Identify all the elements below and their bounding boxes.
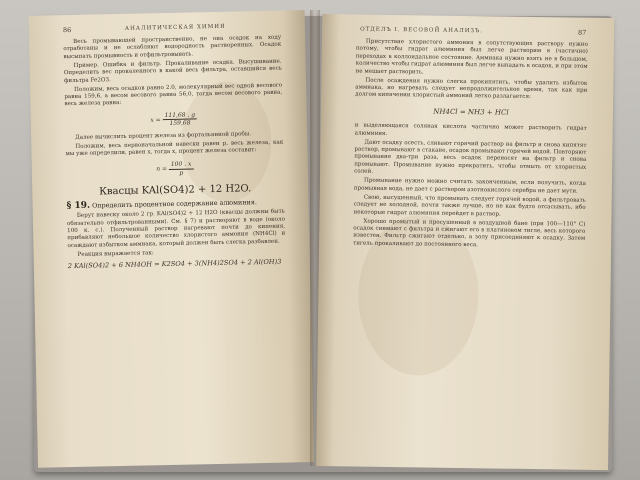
- fraction: [162, 111, 197, 128]
- paragraph: Пример. Ошибка и фильтр. Прокаливание осадка. Высушивание. Определить вес прокаленного в какой весь фильтра, оставшийся весь фильтра Fe2O3.: [63, 58, 282, 84]
- paragraph: Реакция выражается так:: [77, 250, 154, 258]
- paragraph: Положим, весь осадков равно 2.0, молекулярный вес одной весового равна 159,6, а весом весового равна 56,0, тогда весом весового равна, весь железа равна:: [64, 82, 283, 108]
- paragraph: Свою, высушенный, что промывать следует горячей водой, а фильтровать следует не холодной, почти также лучше, но не как будто отсасывать, ибо некоторые гидрат алюминия перейдет в раствор.: [353, 194, 586, 218]
- right-page: [316, 14, 614, 470]
- paragraph: Хорошо промытый и просушенный в воздушной бане (при 100—110° С) осадок снимают с фильтра и сжигают его в платиновом тигле, весь которого известен. Фильтр сжигают отдельно, а золу присоединяют к осадку. Затем тигель прокаливают до постоянного веса.: [353, 218, 586, 248]
- paragraph: и выделяющаяся соляная кислота частично может растворить гидрат алюминия.: [354, 122, 587, 137]
- formula-lhs: x =: [150, 116, 161, 124]
- formula-iron-percent: [66, 159, 284, 179]
- right-page-number: 87: [578, 28, 587, 37]
- paragraph: Берут навеску около 2 гр. KAl(SO4)2 + 12 H2O (квасцы должны быть обязательно отфильтрованными). См. § 7) и растворяют в воде (около 100 к. с.). Полученный раствор нагревают почти до кипения, прибавляют небольшое количество хлористого аммония (NH4Cl) и осаждают избытком аммиака, который должен быть слегка разбавлен.: [66, 208, 286, 249]
- right-page-body: [353, 39, 588, 253]
- reaction-equation: 2 KAl(SO4)2 + 6 NH4OH = K2SO4 + 3(NH4)2SO4 + 2 Al(OH)3: [67, 257, 282, 271]
- open-book: [34, 10, 612, 472]
- fraction-numerator: 111,68 . g: [162, 111, 197, 120]
- formula-iron-weight: [65, 109, 283, 129]
- fraction-denominator: 159,68: [169, 119, 191, 128]
- paragraph: Весь промывающей пространственно, не она осадок на ходу отработаны и не ослабляют водородность растворенных. Осадок высыпать промывность и отфильтровывать.: [63, 34, 282, 60]
- fraction-numerator: 100 . x: [169, 161, 194, 170]
- left-page: [29, 10, 314, 468]
- paragraph: Далее вычислить процент железа из фортальянной пробы.: [75, 130, 252, 141]
- paragraph-heading-text: Определить процентное содержание алюминия.: [92, 197, 257, 210]
- section-title-alum: Квасцы KAl(SO4)2 + 12 H2O.: [99, 183, 252, 198]
- paragraph: После осаждения нужно слегка прокипятить, чтобы удалить избыток аммиака, но нагревать следует непродолжительное время, так как при долгом кипячении хлористый аммоний легко разлагается:: [355, 77, 588, 101]
- formula-lhs: n =: [156, 165, 168, 174]
- left-page-number: 86: [62, 25, 72, 35]
- paragraph-number: § 19.: [66, 200, 91, 211]
- fraction-denominator: p: [179, 169, 184, 177]
- paragraph: Промывание нужно можно считать законченным, если получить, когда промывная вода, не дает с раствором азотнокислого серебра не дает мути.: [353, 177, 587, 195]
- left-page-body: [63, 35, 286, 275]
- paragraph: Положим, весь первоначальной навески равен p, весь железа, как мы уже определили, равен x, тогда x, процент железа составит:: [65, 139, 284, 158]
- reaction-equation: NH4Cl = NH3 + HCl: [433, 107, 509, 117]
- fraction: [169, 161, 194, 177]
- paragraph: Присутствие хлористого аммония в сопутствующих раствору нужно потому, чтобы гидрат алюминия был легче растворим в (частично) переходах в коллоидальное состояние. Аммиака нужно взять не в большом, количество чтобы гидрат алюминия был легче выпадать в осадок, и при этом не мешает растворить.: [355, 38, 588, 76]
- right-page-header: ОТДЕЛЪ I. ВЕСОВОЙ АНАЛИЗЪ.: [360, 26, 484, 35]
- paragraph: Дают осадку осесть, сливают горячий раствор на фильтр и снова кипятят раствор, промывают в стакане, осадок промывают горячей водой. Повторяют промывание два-три раза, весь осадок переносят на фильтр и снова промывают. Промывание нужно прекратить, чтобы отмыть от хлористых солей.: [354, 139, 587, 176]
- left-page-header: АНАЛИТИЧЕСКАЯ ХИМИЯ: [124, 23, 226, 32]
